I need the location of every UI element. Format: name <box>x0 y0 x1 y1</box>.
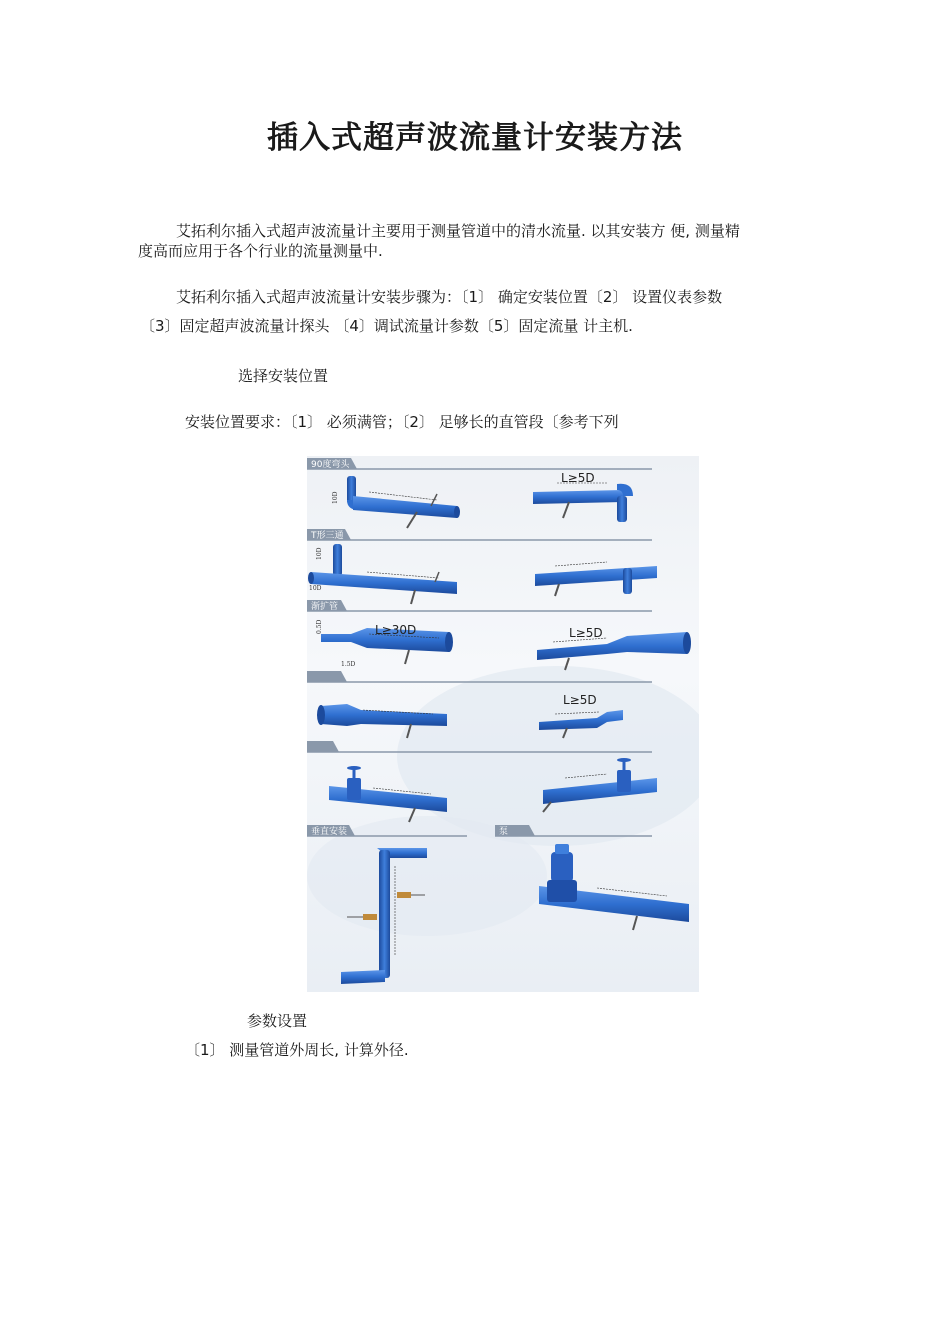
section-heading-location: 选择安装位置 <box>238 367 329 385</box>
pipe-expander-right <box>537 626 691 670</box>
installation-diagram <box>307 456 699 992</box>
pipe-expander-left <box>316 619 453 668</box>
dim-expander-left: L≥30D <box>375 623 417 637</box>
intro-line-2: 度高而应用于各个行业的流量测量中. <box>138 242 383 260</box>
label-tab-valve <box>307 741 339 752</box>
pipe-tee-right <box>535 562 657 596</box>
pipe-elbow-right <box>533 471 633 522</box>
requirement-text: 安装位置要求：〔1〕 必须满管；〔2〕 足够长的直管段〔参考下列 <box>185 413 619 431</box>
dim-elbow-10d: 10D <box>332 491 339 504</box>
label-tab-pump <box>495 825 535 837</box>
dim-exp-horiz: 1.5D <box>341 661 356 668</box>
label-vertical: 垂直安装 <box>311 827 348 837</box>
label-tab-elbow <box>307 458 357 470</box>
dim-tee-horiz: 10D <box>309 585 322 592</box>
pipe-pump <box>539 844 689 930</box>
dim-elbow-right: L≥5D <box>561 471 595 485</box>
section-heading-params: 参数设置 <box>247 1012 308 1030</box>
label-elbow: 90度弯头 <box>311 460 350 470</box>
label-tab-reducer <box>307 671 347 682</box>
steps-line-1: 艾拓利尔插入式超声波流量计安装步骤为：〔1〕 确定安装位置〔2〕 设置仪表参数 <box>176 288 723 306</box>
dim-reducer-right: L≥5D <box>563 693 597 707</box>
pipe-tee-left <box>308 544 457 604</box>
label-pump: 泵 <box>499 827 509 837</box>
label-tee: T形三通 <box>311 531 344 541</box>
page-title: 插入式超声波流量计安装方法 <box>267 120 683 156</box>
dim-exp-vert: 0.5D <box>316 619 323 634</box>
installation-diagram-svg <box>307 456 699 992</box>
label-tab-vertical <box>307 825 355 837</box>
dim-tee-vert: 10D <box>316 547 323 560</box>
label-tab-tee <box>307 529 351 541</box>
label-tab-expander <box>307 600 347 612</box>
param-item-1: 〔1〕 测量管道外周长, 计算外径. <box>185 1041 409 1059</box>
intro-line-1: 艾拓利尔插入式超声波流量计主要用于测量管道中的清水流量. 以其安装方 便, 测量精 <box>176 222 740 240</box>
pipe-elbow-left <box>332 476 460 528</box>
label-expander: 渐扩管 <box>311 602 339 612</box>
dim-expander-right: L≥5D <box>569 626 603 640</box>
steps-line-2: 〔3〕固定超声波流量计探头 〔4〕调试流量计参数〔5〕固定流量 计主机. <box>140 317 633 335</box>
